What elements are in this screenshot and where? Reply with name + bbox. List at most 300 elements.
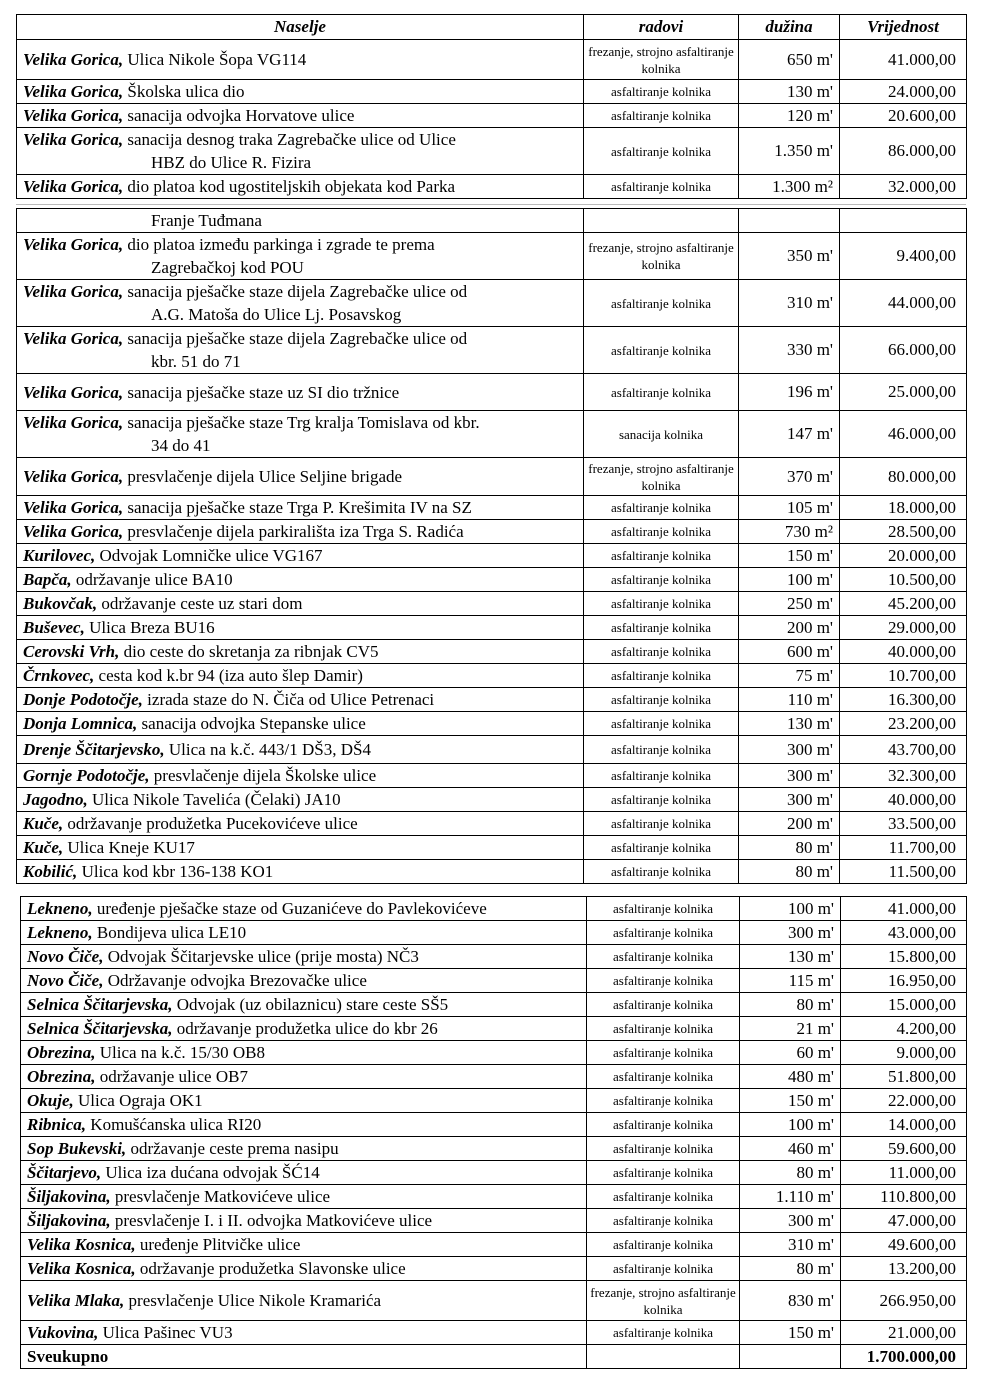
radovi-cell: sanacija kolnika xyxy=(584,411,739,458)
work-description: izrada staze do N. Čiča od Ulice Petrenaci xyxy=(147,690,435,709)
place-name: Vukovina, xyxy=(27,1323,99,1342)
naselje-cell xyxy=(17,568,584,592)
place-name: Velika Gorica, xyxy=(23,177,124,196)
naselje-cell xyxy=(21,1017,587,1041)
work-description: Ulica Kneje KU17 xyxy=(67,838,195,857)
place-name: Kuče, xyxy=(23,838,64,857)
work-description: uređenje pješačke staze od Guzanićeve do Pavlekovićeve xyxy=(96,899,487,918)
duzina-cell: 350 m' xyxy=(739,233,840,280)
page-break-line xyxy=(16,204,966,205)
duzina-cell: 310 m' xyxy=(739,280,840,327)
naselje-cell xyxy=(17,544,584,568)
table-row xyxy=(17,458,967,496)
radovi-cell: asfaltiranje kolnika xyxy=(587,1161,740,1185)
duzina-cell: 100 m' xyxy=(739,568,840,592)
place-name: Velika Gorica, xyxy=(23,329,124,348)
work-description: Ulica iza dućana odvojak ŠĆ14 xyxy=(105,1163,320,1182)
naselje-cell xyxy=(17,104,584,128)
duzina-cell: 147 m' xyxy=(739,411,840,458)
naselje-cell xyxy=(21,1321,587,1345)
work-description: cesta kod k.br 94 (iza auto šlep Damir) xyxy=(98,666,363,685)
naselje-cell xyxy=(21,1209,587,1233)
table-row xyxy=(17,616,967,640)
naselje-cell xyxy=(21,993,587,1017)
work-description: Ulica Ograja OK1 xyxy=(78,1091,203,1110)
work-description: dio platoa kod ugostiteljskih objekata kod Parka xyxy=(127,177,456,196)
table-row xyxy=(21,1233,967,1257)
duzina-cell: 130 m' xyxy=(740,945,841,969)
radovi-cell: asfaltiranje kolnika xyxy=(584,836,739,860)
naselje-cell xyxy=(21,1089,587,1113)
radovi-cell: asfaltiranje kolnika xyxy=(587,1017,740,1041)
work-description: presvlačenje dijela parkirališta iza Trga S. Radića xyxy=(127,522,464,541)
vrijednost-cell: 4.200,00 xyxy=(841,1017,967,1041)
place-name: Lekneno, xyxy=(27,923,93,942)
work-description: sanacija odvojka Stepanske ulice xyxy=(141,714,366,733)
table-row xyxy=(17,80,967,104)
table-row xyxy=(17,812,967,836)
table-row xyxy=(21,921,967,945)
radovi-cell: asfaltiranje kolnika xyxy=(584,712,739,736)
table-row xyxy=(17,209,967,233)
radovi-cell: asfaltiranje kolnika xyxy=(587,1065,740,1089)
naselje-cell xyxy=(17,496,584,520)
radovi-cell: asfaltiranje kolnika xyxy=(584,80,739,104)
table-row xyxy=(17,592,967,616)
duzina-cell: 370 m' xyxy=(739,458,840,496)
naselje-cell xyxy=(17,374,584,411)
table-body-3 xyxy=(21,897,967,1345)
place-name: Novo Čiče, xyxy=(27,947,104,966)
work-description: održavanje ceste uz stari dom xyxy=(101,594,303,613)
vrijednost-cell: 9.400,00 xyxy=(840,233,967,280)
naselje-cell xyxy=(17,80,584,104)
vrijednost-cell: 15.000,00 xyxy=(841,993,967,1017)
place-name: Ščitarjevo, xyxy=(27,1163,102,1182)
work-description: presvlačenje Matkovićeve ulice xyxy=(114,1187,331,1206)
naselje-cell xyxy=(21,1233,587,1257)
place-name: Kuče, xyxy=(23,814,64,833)
duzina-cell: 150 m' xyxy=(740,1321,841,1345)
vrijednost-cell: 40.000,00 xyxy=(840,788,967,812)
table-row xyxy=(17,640,967,664)
radovi-cell: frezanje, strojno asfaltiranje kolnika xyxy=(584,458,739,496)
vrijednost-cell: 11.500,00 xyxy=(840,860,967,884)
place-name: Bapča, xyxy=(23,570,72,589)
work-description-continued: A.G. Matoša do Ulice Lj. Posavskog xyxy=(151,305,402,324)
work-description-continued: Zagrebačkoj kod POU xyxy=(151,258,304,277)
table-row xyxy=(21,969,967,993)
radovi-cell: asfaltiranje kolnika xyxy=(587,1089,740,1113)
table-row xyxy=(17,788,967,812)
radovi-cell: asfaltiranje kolnika xyxy=(584,640,739,664)
work-description: Bondijeva ulica LE10 xyxy=(96,923,247,942)
duzina-cell: 300 m' xyxy=(739,736,840,764)
table-row xyxy=(17,664,967,688)
duzina-cell: 310 m' xyxy=(740,1233,841,1257)
table-row xyxy=(17,40,967,80)
header-naselje: Naselje xyxy=(17,15,584,40)
radovi-cell: asfaltiranje kolnika xyxy=(584,592,739,616)
duzina-cell: 21 m' xyxy=(740,1017,841,1041)
duzina-cell: 600 m' xyxy=(739,640,840,664)
vrijednost-cell: 14.000,00 xyxy=(841,1113,967,1137)
place-name: Velika Gorica, xyxy=(23,382,124,402)
table-row xyxy=(17,104,967,128)
table-row xyxy=(17,860,967,884)
vrijednost-cell: 32.300,00 xyxy=(840,764,967,788)
vrijednost-cell: 41.000,00 xyxy=(840,40,967,80)
duzina-cell xyxy=(739,209,840,233)
naselje-cell xyxy=(21,1257,587,1281)
place-name: Donje Podotočje, xyxy=(23,690,143,709)
table-row xyxy=(17,128,967,175)
radovi-cell: asfaltiranje kolnika xyxy=(584,175,739,199)
radovi-cell: asfaltiranje kolnika xyxy=(584,128,739,175)
table-row xyxy=(17,836,967,860)
place-name: Obrezina, xyxy=(27,1067,96,1086)
work-description: Komušćanska ulica RI20 xyxy=(90,1115,262,1134)
radovi-cell: asfaltiranje kolnika xyxy=(584,616,739,640)
radovi-cell: asfaltiranje kolnika xyxy=(587,969,740,993)
naselje-cell xyxy=(17,712,584,736)
duzina-cell: 1.300 m² xyxy=(739,175,840,199)
table-row xyxy=(21,1209,967,1233)
naselje-cell xyxy=(17,860,584,884)
vrijednost-cell: 9.000,00 xyxy=(841,1041,967,1065)
work-description: Odvojak (uz obilaznicu) stare ceste SŠ5 xyxy=(176,995,449,1014)
place-name: Okuje, xyxy=(27,1091,74,1110)
table-row xyxy=(17,688,967,712)
vrijednost-cell xyxy=(840,209,967,233)
radovi-cell: asfaltiranje kolnika xyxy=(584,496,739,520)
duzina-cell: 480 m' xyxy=(740,1065,841,1089)
duzina-cell: 1.110 m' xyxy=(740,1185,841,1209)
place-name: Velika Kosnica, xyxy=(27,1259,136,1278)
naselje-cell xyxy=(17,327,584,374)
vrijednost-cell: 45.200,00 xyxy=(840,592,967,616)
vrijednost-cell: 24.000,00 xyxy=(840,80,967,104)
vrijednost-cell: 110.800,00 xyxy=(841,1185,967,1209)
vrijednost-cell: 47.000,00 xyxy=(841,1209,967,1233)
radovi-cell: asfaltiranje kolnika xyxy=(587,1233,740,1257)
table-body-1 xyxy=(17,40,967,199)
duzina-cell: 150 m' xyxy=(739,544,840,568)
table-row xyxy=(21,1113,967,1137)
naselje-cell xyxy=(17,520,584,544)
work-description: Ulica na k.č. 443/1 DŠ3, DŠ4 xyxy=(168,740,371,759)
work-description: održavanje produžetka Slavonske ulice xyxy=(139,1259,406,1278)
place-name: Velika Gorica, xyxy=(23,106,124,125)
duzina-cell: 75 m' xyxy=(739,664,840,688)
duzina-cell: 730 m² xyxy=(739,520,840,544)
table-row xyxy=(21,993,967,1017)
place-name: Velika Gorica, xyxy=(23,522,124,541)
table-body-2 xyxy=(17,209,967,884)
naselje-cell xyxy=(17,736,584,764)
vrijednost-cell: 33.500,00 xyxy=(840,812,967,836)
vrijednost-cell: 22.000,00 xyxy=(841,1089,967,1113)
duzina-cell: 250 m' xyxy=(739,592,840,616)
duzina-cell: 80 m' xyxy=(740,1161,841,1185)
vrijednost-cell: 59.600,00 xyxy=(841,1137,967,1161)
work-description: sanacija pješačke staze Trga P. Krešimita IV na SZ xyxy=(127,498,472,517)
naselje-cell xyxy=(21,1185,587,1209)
work-description: Ulica Nikole Šopa VG114 xyxy=(127,50,307,69)
work-description: dio platoa između parkinga i zgrade te prema xyxy=(127,235,435,254)
table-row xyxy=(21,1321,967,1345)
total-empty-length xyxy=(740,1345,841,1369)
radovi-cell: asfaltiranje kolnika xyxy=(584,812,739,836)
radovi-cell: asfaltiranje kolnika xyxy=(584,327,739,374)
naselje-cell xyxy=(17,616,584,640)
place-name: Cerovski Vrh, xyxy=(23,642,120,661)
duzina-cell: 300 m' xyxy=(739,764,840,788)
vrijednost-cell: 41.000,00 xyxy=(841,897,967,921)
naselje-cell xyxy=(17,40,584,80)
radovi-cell: asfaltiranje kolnika xyxy=(584,664,739,688)
place-name: Kurilovec, xyxy=(23,546,96,565)
place-name: Velika Gorica, xyxy=(23,235,124,254)
naselje-cell xyxy=(17,788,584,812)
radovi-cell: asfaltiranje kolnika xyxy=(584,568,739,592)
duzina-cell: 130 m' xyxy=(739,80,840,104)
duzina-cell: 300 m' xyxy=(740,1209,841,1233)
vrijednost-cell: 10.500,00 xyxy=(840,568,967,592)
naselje-cell xyxy=(21,969,587,993)
place-name: Gornje Podotočje, xyxy=(23,766,150,785)
duzina-cell: 115 m' xyxy=(740,969,841,993)
place-name: Obrezina, xyxy=(27,1043,96,1062)
vrijednost-cell: 80.000,00 xyxy=(840,458,967,496)
naselje-cell xyxy=(17,836,584,860)
work-description: Ulica Pašinec VU3 xyxy=(102,1323,233,1342)
place-name: Bukovčak, xyxy=(23,594,98,613)
vrijednost-cell: 25.000,00 xyxy=(840,374,967,411)
place-name: Velika Gorica, xyxy=(23,498,124,517)
place-name: Jagodno, xyxy=(23,790,88,809)
vrijednost-cell: 11.700,00 xyxy=(840,836,967,860)
radovi-cell: asfaltiranje kolnika xyxy=(584,544,739,568)
place-name: Kobilić, xyxy=(23,862,78,881)
total-value: 1.700.000,00 xyxy=(841,1345,967,1369)
radovi-cell: asfaltiranje kolnika xyxy=(584,520,739,544)
naselje-cell xyxy=(17,764,584,788)
vrijednost-cell: 10.700,00 xyxy=(840,664,967,688)
naselje-cell xyxy=(17,664,584,688)
work-description: sanacija odvojka Horvatove ulice xyxy=(127,106,355,125)
vrijednost-cell: 40.000,00 xyxy=(840,640,967,664)
vrijednost-cell: 86.000,00 xyxy=(840,128,967,175)
vrijednost-cell: 43.000,00 xyxy=(841,921,967,945)
table-row xyxy=(21,1065,967,1089)
works-table-part-2 xyxy=(16,208,967,884)
place-name: Šiljakovina, xyxy=(27,1187,111,1206)
header-radovi: radovi xyxy=(584,15,739,40)
table-row xyxy=(17,520,967,544)
table-row xyxy=(17,411,967,458)
place-name: Velika Gorica, xyxy=(23,282,124,301)
naselje-cell xyxy=(17,175,584,199)
work-description: sanacija pješačke staze uz SI dio tržnice xyxy=(127,382,400,402)
duzina-cell: 200 m' xyxy=(739,812,840,836)
work-description: presvlačenje dijela Školske ulice xyxy=(153,766,377,785)
naselje-cell xyxy=(17,688,584,712)
table-row xyxy=(17,764,967,788)
table-row xyxy=(21,1041,967,1065)
radovi-cell: frezanje, strojno asfaltiranje kolnika xyxy=(587,1281,740,1321)
table-row xyxy=(17,280,967,327)
naselje-cell xyxy=(17,458,584,496)
duzina-cell: 196 m' xyxy=(739,374,840,411)
table-row xyxy=(21,1185,967,1209)
table-row xyxy=(21,1017,967,1041)
work-description: održavanje ulice OB7 xyxy=(99,1067,248,1086)
vrijednost-cell: 43.700,00 xyxy=(840,736,967,764)
vrijednost-cell: 51.800,00 xyxy=(841,1065,967,1089)
radovi-cell: asfaltiranje kolnika xyxy=(584,374,739,411)
duzina-cell: 200 m' xyxy=(739,616,840,640)
work-description-continued: Franje Tuđmana xyxy=(151,211,262,230)
vrijednost-cell: 13.200,00 xyxy=(841,1257,967,1281)
duzina-cell: 80 m' xyxy=(739,860,840,884)
place-name: Selnica Ščitarjevska, xyxy=(27,995,173,1014)
table-row xyxy=(21,1257,967,1281)
work-description: sanacija desnog traka Zagrebačke ulice od Ulice xyxy=(127,130,456,149)
table-row xyxy=(17,327,967,374)
duzina-cell: 80 m' xyxy=(739,836,840,860)
naselje-cell xyxy=(21,945,587,969)
place-name: Ribnica, xyxy=(27,1115,87,1134)
work-description: presvlačenje dijela Ulice Seljine brigade xyxy=(127,467,403,486)
duzina-cell: 60 m' xyxy=(740,1041,841,1065)
work-description: Ulica kod kbr 136-138 KO1 xyxy=(81,862,274,881)
work-description: održavanje ceste prema nasipu xyxy=(130,1139,339,1158)
duzina-cell: 100 m' xyxy=(740,1113,841,1137)
header-vrijednost: Vrijednost xyxy=(840,15,967,40)
table-row xyxy=(21,1089,967,1113)
duzina-cell: 120 m' xyxy=(739,104,840,128)
place-name: Velika Gorica, xyxy=(23,413,124,432)
work-description: sanacija pješačke staze Trg kralja Tomislava od kbr. xyxy=(127,413,480,432)
vrijednost-cell: 16.950,00 xyxy=(841,969,967,993)
works-table-part-1 xyxy=(16,14,967,199)
place-name: Velika Gorica, xyxy=(23,130,124,149)
duzina-cell: 330 m' xyxy=(739,327,840,374)
work-description: održavanje produžetka Pucekovićeve ulice xyxy=(67,814,358,833)
duzina-cell: 80 m' xyxy=(740,993,841,1017)
vrijednost-cell: 16.300,00 xyxy=(840,688,967,712)
table-row xyxy=(17,496,967,520)
vrijednost-cell: 20.000,00 xyxy=(840,544,967,568)
naselje-cell xyxy=(17,592,584,616)
work-description: sanacija pješačke staze dijela Zagrebačke ulice od xyxy=(127,329,468,348)
table-row xyxy=(17,736,967,764)
naselje-cell xyxy=(21,1041,587,1065)
vrijednost-cell: 49.600,00 xyxy=(841,1233,967,1257)
naselje-cell xyxy=(17,640,584,664)
vrijednost-cell: 23.200,00 xyxy=(840,712,967,736)
place-name: Velika Gorica, xyxy=(23,82,124,101)
work-description: Odvojak Ščitarjevske ulice (prije mosta) NČ3 xyxy=(107,947,419,966)
duzina-cell: 110 m' xyxy=(739,688,840,712)
table-row xyxy=(17,544,967,568)
naselje-cell xyxy=(21,897,587,921)
table-row xyxy=(17,568,967,592)
work-description-continued: 34 do 41 xyxy=(151,436,211,455)
duzina-cell: 100 m' xyxy=(740,897,841,921)
table-row xyxy=(21,1281,967,1321)
work-description: održavanje ulice BA10 xyxy=(75,570,233,589)
place-name: Novo Čiče, xyxy=(27,971,104,990)
duzina-cell: 80 m' xyxy=(740,1257,841,1281)
work-description: Ulica Nikole Tavelića (Čelaki) JA10 xyxy=(91,790,341,809)
work-description: Ulica Breza BU16 xyxy=(89,618,215,637)
duzina-cell: 460 m' xyxy=(740,1137,841,1161)
naselje-cell xyxy=(21,1065,587,1089)
vrijednost-cell: 11.000,00 xyxy=(841,1161,967,1185)
work-description: dio ceste do skretanja za ribnjak CV5 xyxy=(123,642,379,661)
radovi-cell: asfaltiranje kolnika xyxy=(587,993,740,1017)
radovi-cell: asfaltiranje kolnika xyxy=(587,1113,740,1137)
radovi-cell: asfaltiranje kolnika xyxy=(587,897,740,921)
place-name: Sop Bukevski, xyxy=(27,1139,127,1158)
radovi-cell: asfaltiranje kolnika xyxy=(584,788,739,812)
place-name: Donja Lomnica, xyxy=(23,714,138,733)
total-row xyxy=(21,1345,967,1369)
work-description: održavanje produžetka ulice do kbr 26 xyxy=(176,1019,438,1038)
place-name: Selnica Ščitarjevska, xyxy=(27,1019,173,1038)
naselje-cell xyxy=(17,128,584,175)
naselje-cell xyxy=(21,1137,587,1161)
radovi-cell: asfaltiranje kolnika xyxy=(584,736,739,764)
vrijednost-cell: 18.000,00 xyxy=(840,496,967,520)
work-description-continued: kbr. 51 do 71 xyxy=(151,352,241,371)
total-label: Sveukupno xyxy=(21,1345,587,1369)
work-description: Ulica na k.č. 15/30 OB8 xyxy=(99,1043,265,1062)
table-row xyxy=(21,945,967,969)
vrijednost-cell: 20.600,00 xyxy=(840,104,967,128)
work-description: presvlačenje I. i II. odvojka Matkovićeve ulice xyxy=(114,1211,433,1230)
radovi-cell: asfaltiranje kolnika xyxy=(587,945,740,969)
radovi-cell: asfaltiranje kolnika xyxy=(584,764,739,788)
radovi-cell: asfaltiranje kolnika xyxy=(587,1257,740,1281)
radovi-cell: asfaltiranje kolnika xyxy=(587,1185,740,1209)
naselje-cell xyxy=(21,1161,587,1185)
duzina-cell: 300 m' xyxy=(740,921,841,945)
radovi-cell xyxy=(584,209,739,233)
duzina-cell: 105 m' xyxy=(739,496,840,520)
place-name: Šiljakovina, xyxy=(27,1211,111,1230)
work-description: presvlačenje Ulice Nikole Kramarića xyxy=(128,1291,382,1310)
duzina-cell: 130 m' xyxy=(739,712,840,736)
vrijednost-cell: 66.000,00 xyxy=(840,327,967,374)
radovi-cell: asfaltiranje kolnika xyxy=(584,104,739,128)
table-row xyxy=(17,233,967,280)
vrijednost-cell: 32.000,00 xyxy=(840,175,967,199)
work-description: Održavanje odvojka Brezovačke ulice xyxy=(107,971,367,990)
naselje-cell xyxy=(17,233,584,280)
naselje-cell xyxy=(21,921,587,945)
table-row xyxy=(17,175,967,199)
place-name: Buševec, xyxy=(23,618,85,637)
work-description: Odvojak Lomničke ulice VG167 xyxy=(99,546,323,565)
total-empty-works xyxy=(587,1345,740,1369)
works-table-part-3 xyxy=(20,896,967,1369)
radovi-cell: asfaltiranje kolnika xyxy=(587,1321,740,1345)
place-name: Velika Gorica, xyxy=(23,50,124,69)
place-name: Lekneno, xyxy=(27,899,93,918)
